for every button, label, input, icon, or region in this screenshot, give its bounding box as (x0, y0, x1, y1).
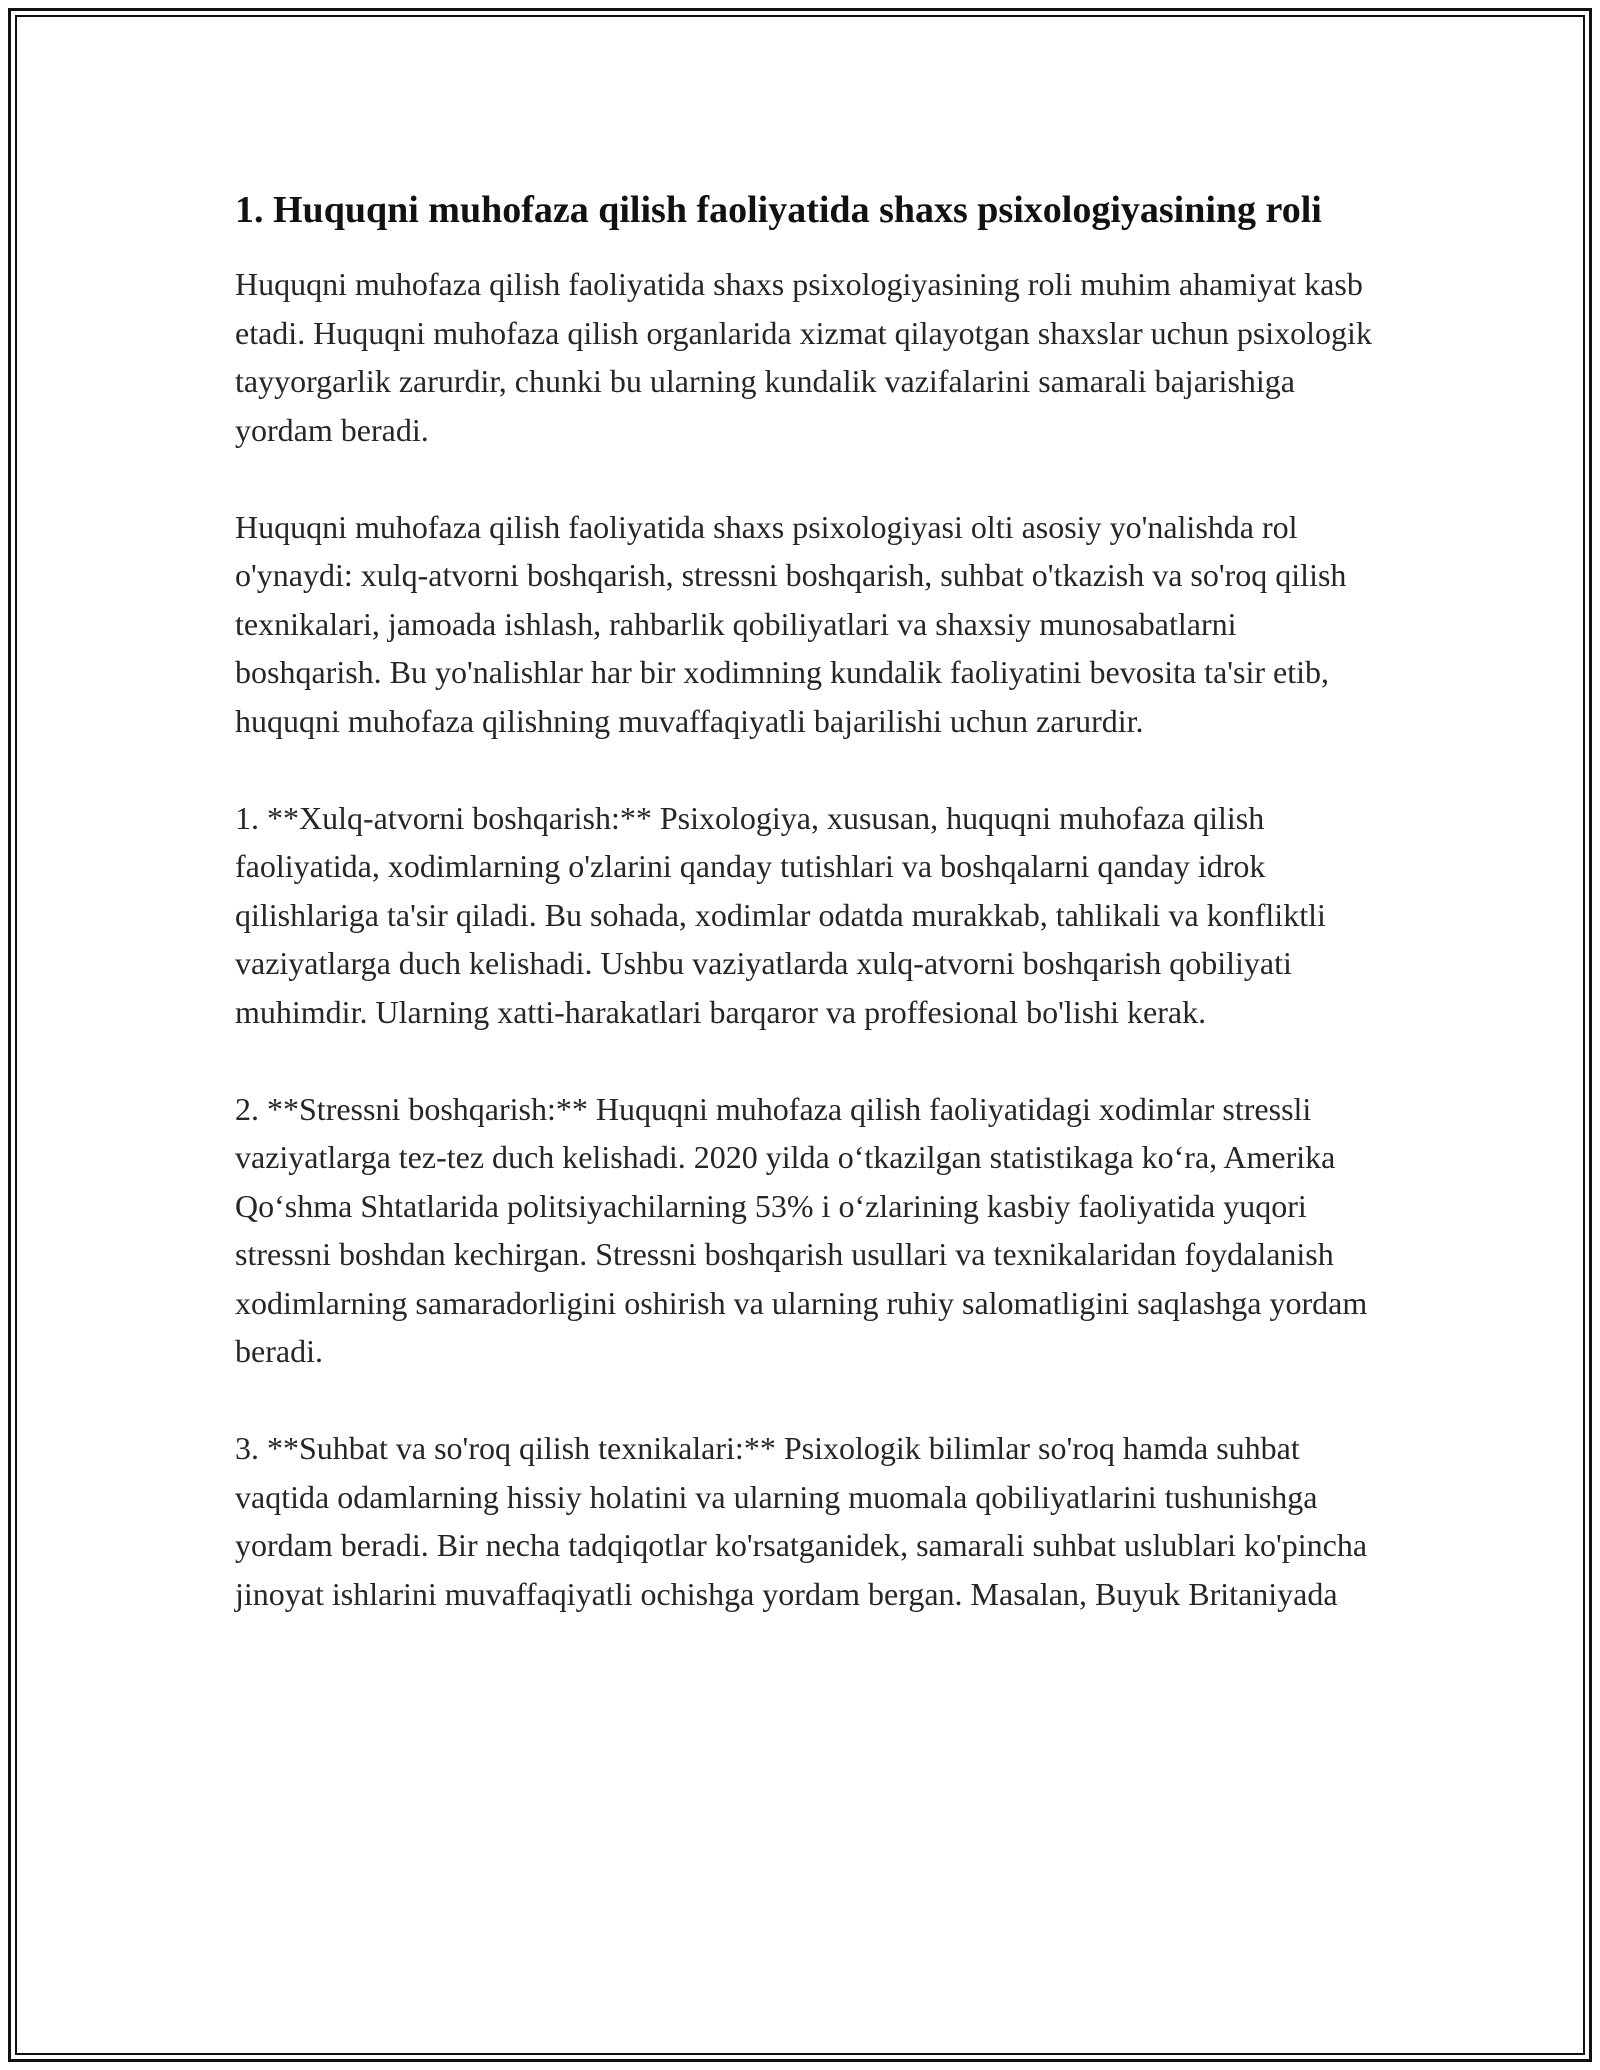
directions-paragraph: Huquqni muhofaza qilish faoliyatida shaxs psixologiyasi olti asosiy yo'nalishda rol o'ynaydi: xulq-atvorni boshqarish, stressni boshqarish, suhbat o'tkazish va so'roq qilish texnikalari, jamoada ishlash, rahbarlik qobiliyatlari va shaxsiy munosabatlarni boshqarish. Bu yo'nalishlar har bir xodimning kundalik faoliyatini bevosita ta'sir etib, huquqni muhofaza qilishning muvaffaqiyatli bajarilishi uchun zarurdir. (235, 508, 1347, 739)
document-body (235, 183, 1380, 1667)
intro-paragraph: Huquqni muhofaza qilish faoliyatida shaxs psixologiyasining roli muhim ahamiyat kasb etadi. Huquqni muhofaza qilish organlarida xizmat qilayotgan shaxslar uchun psixologik tayyorgarlik zarurdir, chunki bu ularning kundalik vazifalarini samarali bajarishiga yordam beradi. (235, 266, 1372, 448)
behavior-management-paragraph: 1. **Xulq-atvorni boshqarish:** Psixologiya, xususan, huquqni muhofaza qilish faoliyatida, xodimlarning o'zlarini qanday tutishlari va boshqalarni qanday idrok qilishlariga ta'sir qiladi. Bu sohada, xodimlar odatda murakkab, tahlikali va konfliktli vaziyatlarga duch kelishadi. Ushbu vaziyatlarda xulq-atvorni boshqarish qobiliyati muhimdir. Ularning xatti-harakatlari barqaror va proffesional bo'lishi kerak. (235, 799, 1326, 1030)
stress-management-paragraph: 2. **Stressni boshqarish:** Huquqni muhofaza qilish faoliyatidagi xodimlar stressli vaziyatlarga tez-tez duch kelishadi. 2020 yilda o‘tkazilgan statistikaga ko‘ra, Amerika Qo‘shma Shtatlarida politsiyachilarning 53% i o‘zlarining kasbiy faoliyatida yuqori stressni boshdan kechirgan. Stressni boshqarish usullari va texnikalaridan foydalanish xodimlarning samaradorligini oshirish va ularning ruhiy salomatligini saqlashga yordam beradi. (235, 1090, 1368, 1369)
section-heading: 1. Huquqni muhofaza qilish faoliyatida shaxs psixologiyasining roli (235, 189, 1322, 231)
interview-techniques-paragraph: 3. **Suhbat va so'roq qilish texnikalari:** Psixologik bilimlar so'roq hamda suhbat vaqtida odamlarning hissiy holatini va ularning muomala qobiliyatlarini tushunishga yordam beradi. Bir necha tadqiqotlar ko'rsatganidek, samarali suhbat uslublari ko'pincha jinoyat ishlarini muvaffaqiyatli ochishga yordam bergan. Masalan, Buyuk Britaniyada (235, 1430, 1368, 1612)
